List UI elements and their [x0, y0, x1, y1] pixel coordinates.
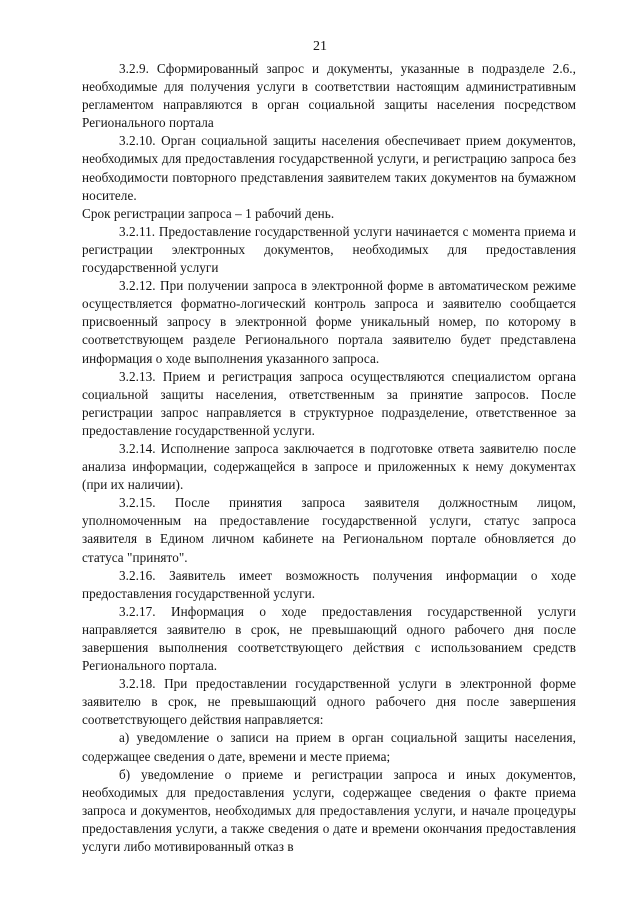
paragraph-3-2-14: 3.2.14. Исполнение запроса заключается в подготовке ответа заявителю после анализа информации, содержащейся в запросе и приложенных к нему документах (при их наличии).: [82, 440, 576, 493]
paragraph-3-2-10: 3.2.10. Орган социальной защиты населения обеспечивает прием документов, необходимых для предоставления государственной услуги, и регистрацию запроса без необходимости повторного представления заявителем таких документов на бумажном носителе.: [82, 133, 576, 203]
paragraph-3-2-9: 3.2.9. Сформированный запрос и документы, указанные в подразделе 2.6., необходимые для получения услуги в соответствии настоящим административным регламентом направляются в орган социальной защиты населения посредством Регионального портала: [82, 61, 576, 131]
paragraph-3-2-12: 3.2.12. При получении запроса в электронной форме в автоматическом режиме осуществляется форматно-логический контроль запроса и заявителю сообщается присвоенный запросу в электронной форме уникальный номер, по которому в соответствующем разделе Регионального портала заявителю будет представлена информация о ходе выполнения указанного запроса.: [82, 278, 576, 366]
page-number: 21: [313, 39, 327, 54]
paragraph-3-2-13: 3.2.13. Прием и регистрация запроса осуществляются специалистом органа социальной защиты населения, ответственным за принятие запросов. После регистрации запрос направляется в структурное подразделение, ответственное за предоставление государственной услуги.: [82, 368, 576, 438]
paragraph-3-2-15: 3.2.15. После принятия запроса заявителя должностным лицом, уполномоченным на предоставление государственной услуги, статус запроса заявителя в Едином личном кабинете на Региональном портале обновляется до статуса "принято".: [82, 495, 576, 565]
paragraph-3-2-11: 3.2.11. Предоставление государственной услуги начинается с момента приема и регистрации электронных документов, необходимых для предоставления государственной услуги: [82, 223, 576, 276]
paragraph-registration-term: Срок регистрации запроса – 1 рабочий день.: [82, 205, 335, 221]
paragraph-3-2-16: 3.2.16. Заявитель имеет возможность получения информации о ходе предоставления государственной услуги.: [82, 567, 576, 601]
list-item-a: а) уведомление о записи на прием в орган социальной защиты населения, содержащее сведения о дате, времени и месте приема;: [82, 730, 576, 764]
paragraph-3-2-17: 3.2.17. Информация о ходе предоставления государственной услуги направляется заявителю в срок, не превышающий одного рабочего дня после завершения выполнения соответствующего действия с использованием средств Регионального портала.: [82, 603, 576, 674]
list-item-b: б) уведомление о приеме и регистрации запроса и иных документов, необходимых для предоставления услуги, содержащее сведения о факте приема запроса и документов, необходимых для предоставления услуги, и начале процедуры предоставления услуги, а также сведения о дате и времени окончания предоставления услуги либо мотивированный отказ в: [82, 766, 576, 855]
document-body: [82, 60, 576, 856]
paragraph-3-2-18: 3.2.18. При предоставлении государственной услуги в электронной форме заявителю в срок, не превышающий одного рабочего дня после завершения соответствующего действия направляется:: [82, 676, 576, 728]
